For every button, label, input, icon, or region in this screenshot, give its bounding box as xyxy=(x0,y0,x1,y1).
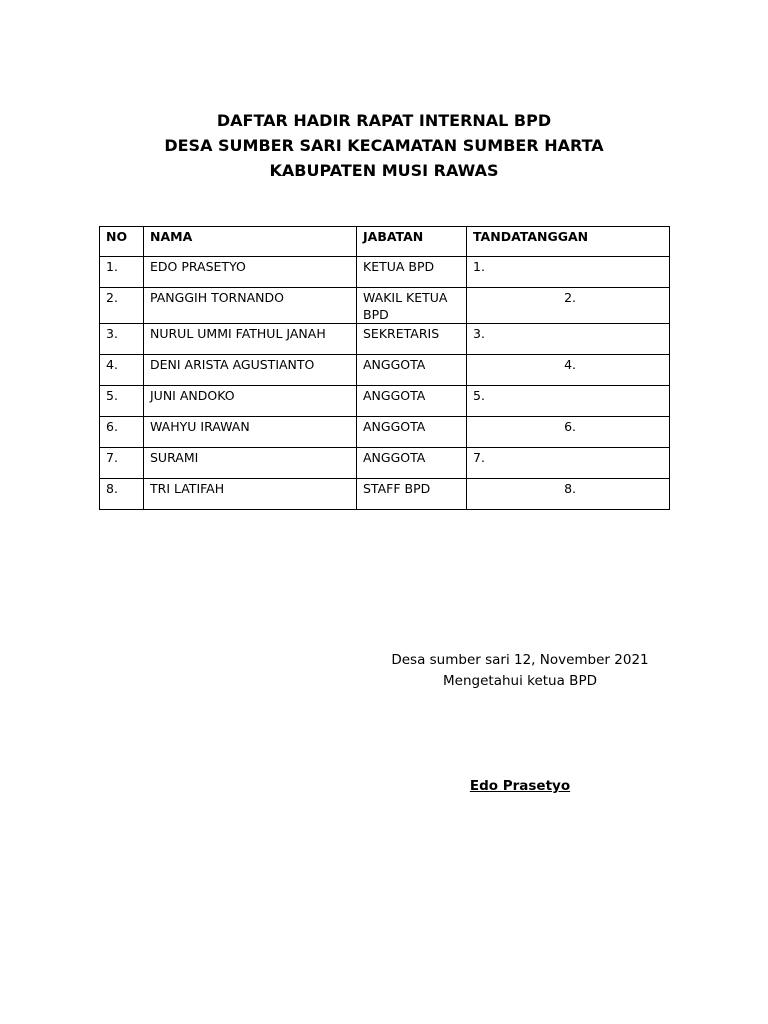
title-line-1: DAFTAR HADIR RAPAT INTERNAL BPD xyxy=(216,111,552,130)
table-row xyxy=(100,479,670,510)
cell-signature: 2. xyxy=(467,288,670,324)
cell-no: 1. xyxy=(100,257,144,288)
cell-no: 2. xyxy=(100,288,144,324)
cell-no: 3. xyxy=(100,324,144,355)
header-tandatangan: TANDATANGGAN xyxy=(467,227,670,257)
header-jabatan: JABATAN xyxy=(357,227,467,257)
cell-jabatan: ANGGOTA xyxy=(357,386,467,417)
table-row xyxy=(100,288,670,324)
cell-no: 5. xyxy=(100,386,144,417)
header-nama: NAMA xyxy=(144,227,357,257)
cell-jabatan: ANGGOTA xyxy=(357,355,467,386)
cell-no: 7. xyxy=(100,448,144,479)
table-row xyxy=(100,448,670,479)
document-title xyxy=(0,108,768,183)
title-line-2: DESA SUMBER SARI KECAMATAN SUMBER HARTA xyxy=(164,136,604,155)
cell-nama: PANGGIH TORNANDO xyxy=(144,288,357,324)
cell-jabatan: ANGGOTA xyxy=(357,448,467,479)
cell-jabatan: KETUA BPD xyxy=(357,257,467,288)
cell-signature: 8. xyxy=(467,479,670,510)
cell-signature: 6. xyxy=(467,417,670,448)
cell-signature: 3. xyxy=(467,324,670,355)
cell-no: 8. xyxy=(100,479,144,510)
cell-nama: NURUL UMMI FATHUL JANAH xyxy=(144,324,357,355)
signature-block xyxy=(360,650,680,692)
attendance-table xyxy=(99,226,670,510)
cell-signature: 1. xyxy=(467,257,670,288)
header-no: NO xyxy=(100,227,144,257)
title-line-3: KABUPATEN MUSI RAWAS xyxy=(269,161,499,180)
cell-nama: SURAMI xyxy=(144,448,357,479)
table-row xyxy=(100,324,670,355)
place-date: Desa sumber sari 12, November 2021 xyxy=(391,652,649,668)
cell-no: 6. xyxy=(100,417,144,448)
table-row xyxy=(100,386,670,417)
cell-jabatan: ANGGOTA xyxy=(357,417,467,448)
cell-nama: JUNI ANDOKO xyxy=(144,386,357,417)
cell-nama: DENI ARISTA AGUSTIANTO xyxy=(144,355,357,386)
cell-nama: TRI LATIFAH xyxy=(144,479,357,510)
cell-signature: 4. xyxy=(467,355,670,386)
signer-name: Edo Prasetyo xyxy=(469,778,571,794)
table-header-row xyxy=(100,227,670,257)
cell-jabatan: SEKRETARIS xyxy=(357,324,467,355)
cell-signature: 7. xyxy=(467,448,670,479)
cell-signature: 5. xyxy=(467,386,670,417)
cell-nama: EDO PRASETYO xyxy=(144,257,357,288)
cell-jabatan: WAKIL KETUA BPD xyxy=(357,288,467,324)
cell-nama: WAHYU IRAWAN xyxy=(144,417,357,448)
table-row xyxy=(100,417,670,448)
cell-no: 4. xyxy=(100,355,144,386)
cell-jabatan: STAFF BPD xyxy=(357,479,467,510)
acknowledged-label: Mengetahui ketua BPD xyxy=(443,673,597,689)
table-row xyxy=(100,355,670,386)
table-row xyxy=(100,257,670,288)
